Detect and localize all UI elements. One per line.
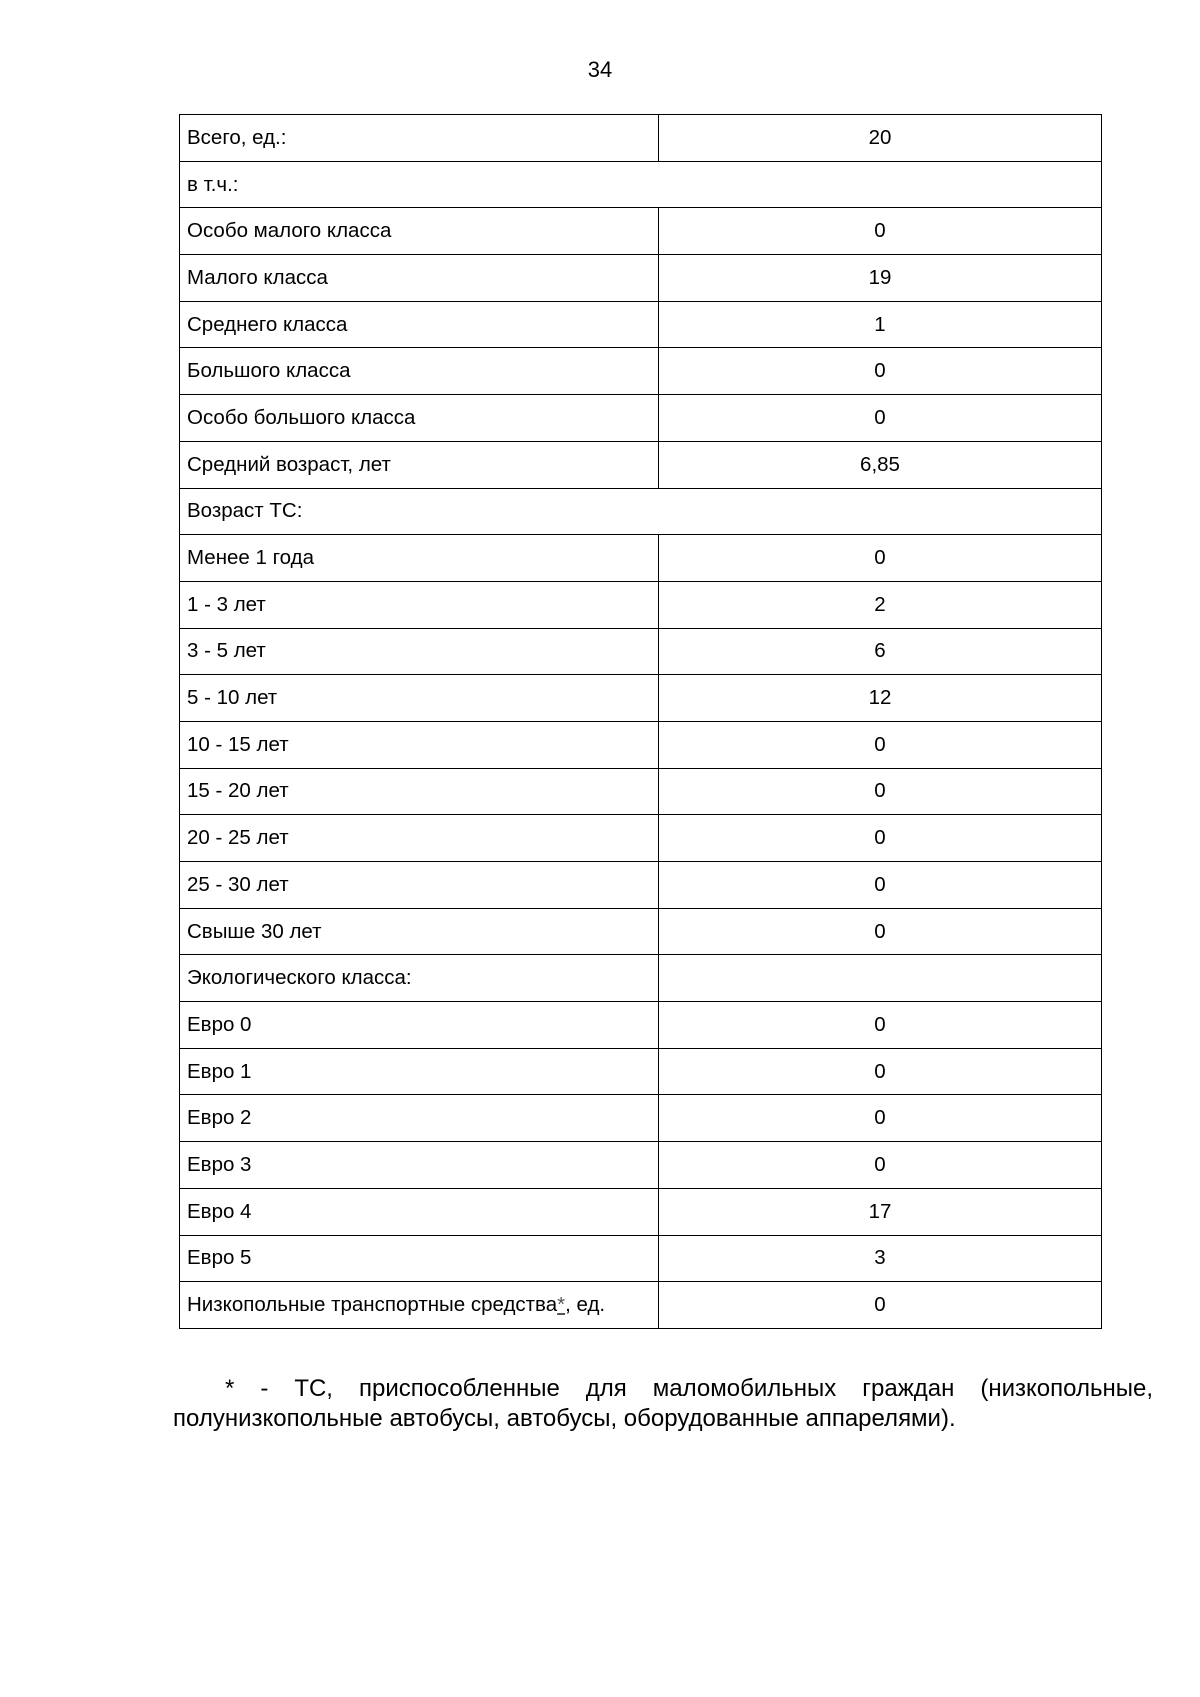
row-value: 0 bbox=[659, 395, 1102, 442]
fleet-statistics-table bbox=[179, 114, 1102, 1329]
row-value: 0 bbox=[659, 1095, 1102, 1142]
row-value: 0 bbox=[659, 721, 1102, 768]
row-value: 3 bbox=[659, 1235, 1102, 1282]
table-row bbox=[180, 768, 1102, 815]
row-value: 0 bbox=[659, 815, 1102, 862]
row-label: 20 - 25 лет bbox=[180, 815, 659, 862]
table-row bbox=[180, 908, 1102, 955]
table-row bbox=[180, 1188, 1102, 1235]
row-value: 2 bbox=[659, 581, 1102, 628]
row-value: 19 bbox=[659, 255, 1102, 302]
row-label: 5 - 10 лет bbox=[180, 675, 659, 722]
page-number: 34 bbox=[587, 57, 613, 82]
row-label: Евро 5 bbox=[180, 1235, 659, 1282]
row-label: Евро 4 bbox=[180, 1188, 659, 1235]
row-label: Свыше 30 лет bbox=[180, 908, 659, 955]
row-label: Экологического класса: bbox=[180, 955, 659, 1002]
row-label: Евро 1 bbox=[180, 1048, 659, 1095]
table-row bbox=[180, 395, 1102, 442]
row-value: 17 bbox=[659, 1188, 1102, 1235]
row-label: 3 - 5 лет bbox=[180, 628, 659, 675]
row-label: Особо большого класса bbox=[180, 395, 659, 442]
table-row bbox=[180, 581, 1102, 628]
row-label: Большого класса bbox=[180, 348, 659, 395]
table-row bbox=[180, 535, 1102, 582]
table-row bbox=[180, 161, 1102, 208]
table-row bbox=[180, 1142, 1102, 1189]
table-row bbox=[180, 675, 1102, 722]
row-label: Евро 3 bbox=[180, 1142, 659, 1189]
row-label: Евро 2 bbox=[180, 1095, 659, 1142]
table-row bbox=[180, 955, 1102, 1002]
table-row bbox=[180, 115, 1102, 162]
section-header-cell: в т.ч.: bbox=[180, 161, 1102, 208]
table-row bbox=[180, 348, 1102, 395]
row-value: 0 bbox=[659, 348, 1102, 395]
row-value: 0 bbox=[659, 908, 1102, 955]
section-header-cell: Возраст ТС: bbox=[180, 488, 1102, 535]
table-row bbox=[180, 862, 1102, 909]
table-body bbox=[180, 115, 1102, 1329]
row-label: 10 - 15 лет bbox=[180, 721, 659, 768]
footnote-text: * - ТС, приспособленные для маломобильных граждан (низкопольные, полунизкопольные автобусы, автобусы, оборудованные аппарелями). bbox=[173, 1375, 1153, 1432]
row-value: 1 bbox=[659, 301, 1102, 348]
row-value: 0 bbox=[659, 535, 1102, 582]
row-value: 0 bbox=[659, 862, 1102, 909]
table-row bbox=[180, 1095, 1102, 1142]
table-row bbox=[180, 1235, 1102, 1282]
row-value: 0 bbox=[659, 1142, 1102, 1189]
row-label: Малого класса bbox=[180, 255, 659, 302]
table-row bbox=[180, 1002, 1102, 1049]
row-label: Средний возраст, лет bbox=[180, 441, 659, 488]
table-row bbox=[180, 208, 1102, 255]
row-label: Среднего класса bbox=[180, 301, 659, 348]
row-value: 12 bbox=[659, 675, 1102, 722]
row-value: 0 bbox=[659, 1002, 1102, 1049]
footnote bbox=[173, 1374, 1153, 1434]
table-row bbox=[180, 255, 1102, 302]
row-value: 6,85 bbox=[659, 441, 1102, 488]
row-label: Особо малого класса bbox=[180, 208, 659, 255]
table-row bbox=[180, 721, 1102, 768]
table-row bbox=[180, 1048, 1102, 1095]
row-label-suffix: , ед. bbox=[565, 1293, 606, 1317]
table-row bbox=[180, 1282, 1102, 1329]
row-value bbox=[659, 955, 1102, 1002]
row-value: 0 bbox=[659, 768, 1102, 815]
row-label: 1 - 3 лет bbox=[180, 581, 659, 628]
table-row bbox=[180, 815, 1102, 862]
row-label: Всего, ед.: bbox=[180, 115, 659, 162]
row-value: 6 bbox=[659, 628, 1102, 675]
row-label-text: Низкопольные транспортные средства bbox=[187, 1293, 558, 1317]
table-row bbox=[180, 628, 1102, 675]
row-label: Евро 0 bbox=[180, 1002, 659, 1049]
table-row bbox=[180, 441, 1102, 488]
footnote-marker: * bbox=[557, 1293, 566, 1317]
row-value: 0 bbox=[659, 1048, 1102, 1095]
row-value: 0 bbox=[659, 208, 1102, 255]
table-row bbox=[180, 488, 1102, 535]
row-label: Менее 1 года bbox=[180, 535, 659, 582]
row-value: 0 bbox=[659, 1282, 1102, 1329]
table-row bbox=[180, 301, 1102, 348]
row-label bbox=[180, 1282, 659, 1329]
row-label: 25 - 30 лет bbox=[180, 862, 659, 909]
row-value: 20 bbox=[659, 115, 1102, 162]
row-label: 15 - 20 лет bbox=[180, 768, 659, 815]
